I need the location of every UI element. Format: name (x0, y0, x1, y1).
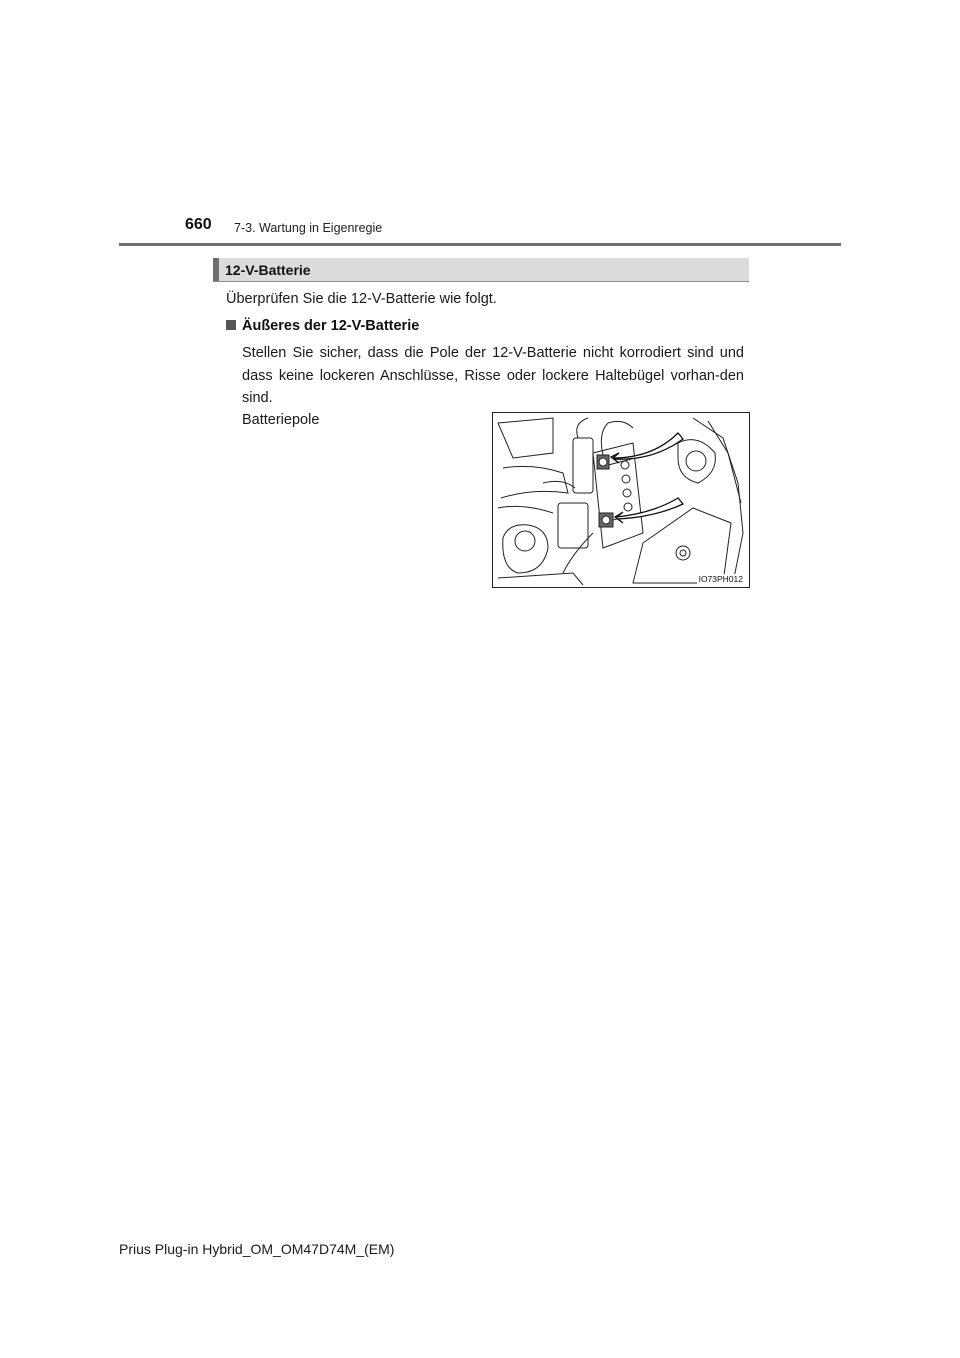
subsection-body: Stellen Sie sicher, dass die Pole der 12-V-Batterie nicht korrodiert sind und dass keine lockeren Anschlüsse, Risse oder lockere Haltebügel vorhan-den sind. (242, 345, 744, 406)
subsection-heading-text: Äußeres der 12-V-Batterie (242, 318, 420, 334)
figure-caption: Batteriepole (242, 412, 320, 428)
section-reference: 7-3. Wartung in Eigenregie (234, 221, 383, 235)
square-bullet-icon (226, 320, 236, 330)
battery-illustration (492, 412, 750, 588)
section-title: 12-V-Batterie (225, 262, 311, 278)
figure-id: IO73PH012 (698, 574, 743, 584)
manual-id-footer: Prius Plug-in Hybrid_OM_OM47D74M_(EM) (119, 1241, 395, 1257)
page-number: 660 (185, 216, 212, 233)
header-divider (119, 243, 841, 246)
intro-text: Überprüfen Sie die 12-V-Batterie wie folgt. (226, 291, 497, 307)
section-title-bar (213, 258, 749, 282)
battery-drawing (493, 413, 750, 588)
subsection-heading (226, 318, 419, 334)
title-accent (213, 258, 219, 281)
